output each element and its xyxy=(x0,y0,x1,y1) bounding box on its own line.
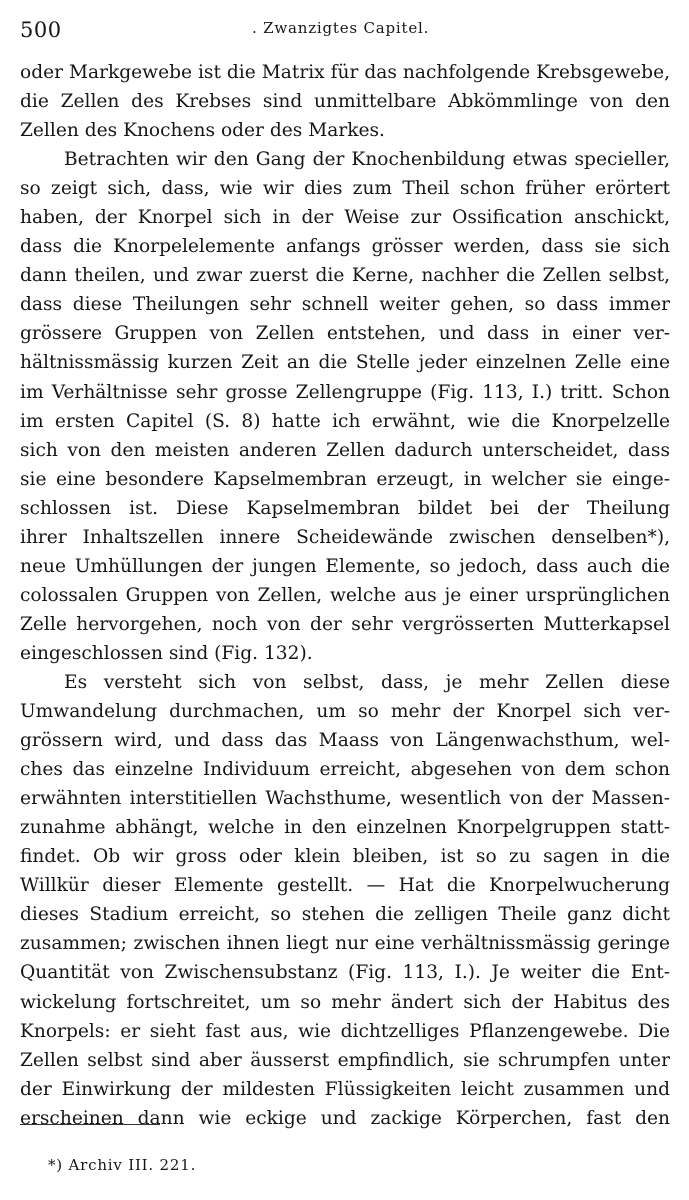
text-line: sich von den meisten anderen Zellen dadurch unterscheidet, dass xyxy=(20,439,670,461)
text-line: erscheinen dann wie eckige und zackige Körperchen, fast den xyxy=(20,1107,670,1129)
text-line: der Einwirkung der mildesten Flüssigkeiten leicht zusammen und xyxy=(20,1078,670,1100)
text-line: grössern wird, und dass das Maass von Längenwachsthum, wel- xyxy=(20,730,670,752)
text-line: erwähnten interstitiellen Wachsthume, wesentlich von der Massen- xyxy=(20,788,670,810)
text-line: wickelung fortschreitet, um so mehr ändert sich der Habitus des xyxy=(20,991,670,1013)
text-line: Es versteht sich von selbst, dass, je mehr Zellen diese xyxy=(64,671,670,693)
text-line: Knorpels: er sieht fast aus, wie dichtzelliges Pflanzengewebe. Die xyxy=(20,1020,670,1042)
text-line: Willkür dieser Elemente gestellt. — Hat die Knorpelwucherung xyxy=(20,875,670,897)
text-line: grössere Gruppen von Zellen entstehen, und dass in einer ver- xyxy=(20,323,670,345)
text-line: eingeschlossen sind (Fig. 132). xyxy=(20,642,313,664)
text-line: im Verhältnisse sehr grosse Zellengruppe (Fig. 113, I.) tritt. Schon xyxy=(20,381,670,403)
text-line: zusammen; zwischen ihnen liegt nur eine verhältnissmässig geringe xyxy=(20,933,670,955)
text-line: findet. Ob wir gross oder klein bleiben, ist so zu sagen in die xyxy=(20,846,670,868)
text-line: Zellen selbst sind aber äusserst empfindlich, sie schrumpfen unter xyxy=(20,1049,670,1071)
text-line: zunahme abhängt, welche in den einzelnen Knorpelgruppen statt- xyxy=(20,817,670,839)
text-line: sie eine besondere Kapselmembran erzeugt, in welcher sie einge- xyxy=(20,468,670,490)
text-line: Umwandelung durchmachen, um so mehr der Knorpel sich ver- xyxy=(20,701,670,723)
text-line: Betrachten wir den Gang der Knochenbildung etwas specieller, xyxy=(64,149,670,171)
text-line: dass diese Theilungen sehr schnell weiter gehen, so dass immer xyxy=(20,294,670,316)
text-line: haben, der Knorpel sich in der Weise zur Ossification anschickt, xyxy=(20,207,670,229)
footnote-divider xyxy=(20,1124,160,1125)
text-line: Quantität von Zwischensubstanz (Fig. 113, I.). Je weiter die Ent- xyxy=(20,962,670,984)
text-line: oder Markgewebe ist die Matrix für das nachfolgende Krebsgewebe, xyxy=(20,62,670,83)
page-number: 500 xyxy=(20,18,62,42)
text-line: ches das einzelne Individuum erreicht, abgesehen von dem schon xyxy=(20,759,670,781)
text-line: Zelle hervorgehen, noch von der sehr vergrösserten Mutterkapsel xyxy=(20,613,670,635)
body-text xyxy=(20,58,670,1133)
text-line: dann theilen, und zwar zuerst die Kerne, nachher die Zellen selbst, xyxy=(20,265,670,287)
text-line: dieses Stadium erreicht, so stehen die zelligen Theile ganz dicht xyxy=(20,904,670,926)
text-line: schlossen ist. Diese Kapselmembran bildet bei der Theilung xyxy=(20,497,670,519)
text-line: colossalen Gruppen von Zellen, welche aus je einer ursprünglichen xyxy=(20,584,670,606)
text-line: hältnissmässig kurzen Zeit an die Stelle jeder einzelnen Zelle eine xyxy=(20,352,670,374)
page-header xyxy=(20,14,670,48)
text-line: neue Umhüllungen der jungen Elemente, so jedoch, dass auch die xyxy=(20,555,670,577)
text-line: dass die Knorpelelemente anfangs grösser werden, dass sie sich xyxy=(20,236,670,258)
text-line: ihrer Inhaltszellen innere Scheidewände zwischen denselben*), xyxy=(20,526,670,548)
text-line: so zeigt sich, dass, wie wir dies zum Theil schon früher erörtert xyxy=(20,178,670,200)
running-title: . Zwanzigtes Capitel. xyxy=(252,19,430,37)
text-line: Zellen des Knochens oder des Markes. xyxy=(20,120,385,142)
text-line: im ersten Capitel (S. 8) hatte ich erwähnt, wie die Knorpelzelle xyxy=(20,410,670,432)
text-line: die Zellen des Krebses sind unmittelbare Abkömmlinge von den xyxy=(20,91,670,113)
footnote: *) Archiv III. 221. xyxy=(48,1156,197,1174)
